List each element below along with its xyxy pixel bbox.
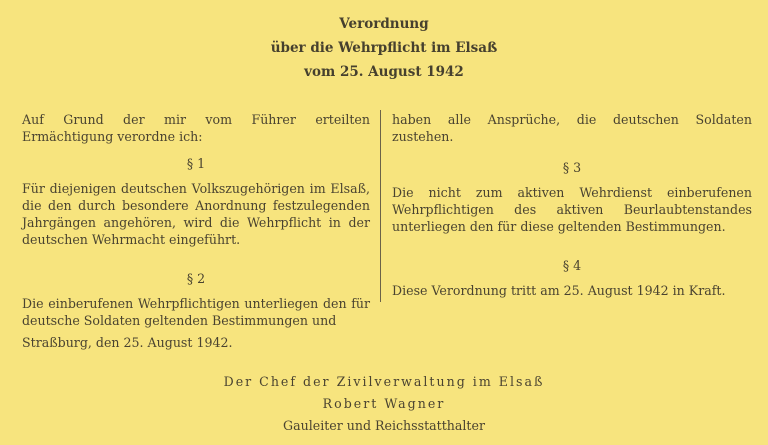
section-3-text: Die nicht zum aktiven Wehrdienst einberufenen Wehrpflichtigen des aktiven Beurlaubtenstandes unterliegen den für diese geltenden Bestimmungen. [392,185,752,234]
section-4-heading: § 4 [562,258,582,273]
section-4-text: Diese Verordnung tritt am 25. August 1942 in Kraft. [392,283,726,298]
section-2-continued-text: haben alle Ansprüche, die deutschen Soldaten zustehen. [392,112,752,144]
place-date: Straßburg, den 25. August 1942. [22,335,233,350]
section-2-text: Die einberufenen Wehrpflichtigen unterliegen den für deutsche Soldaten geltenden Bestimmungen und [22,296,370,328]
title-line-1: Verordnung [339,16,429,32]
section-3-heading: § 3 [562,160,582,175]
right-column [392,111,752,299]
left-column [22,111,370,329]
signatory-name: Robert Wagner [322,396,446,411]
document-title [0,12,768,84]
section-2-heading: § 2 [186,271,206,286]
column-divider [380,110,381,302]
title-line-2: über die Wehrpflicht im Elsaß [270,40,498,56]
intro-paragraph: Auf Grund der mir vom Führer erteilten Ermächtigung verordne ich: [22,112,370,144]
title-line-3: vom 25. August 1942 [304,64,464,80]
section-1-text: Für diejenigen deutschen Volkszugehörigen im Elsaß, die den durch besondere Anordnung festzulegenden Jahrgängen angehören, wird die Wehrpflicht in der deutschen Wehrmacht eingeführt. [22,181,370,247]
signatory-position: Gauleiter und Reichsstatthalter [283,418,485,433]
section-1-heading: § 1 [186,156,206,171]
signature-block [0,371,768,437]
signatory-office: Der Chef der Zivilverwaltung im Elsaß [223,374,545,389]
